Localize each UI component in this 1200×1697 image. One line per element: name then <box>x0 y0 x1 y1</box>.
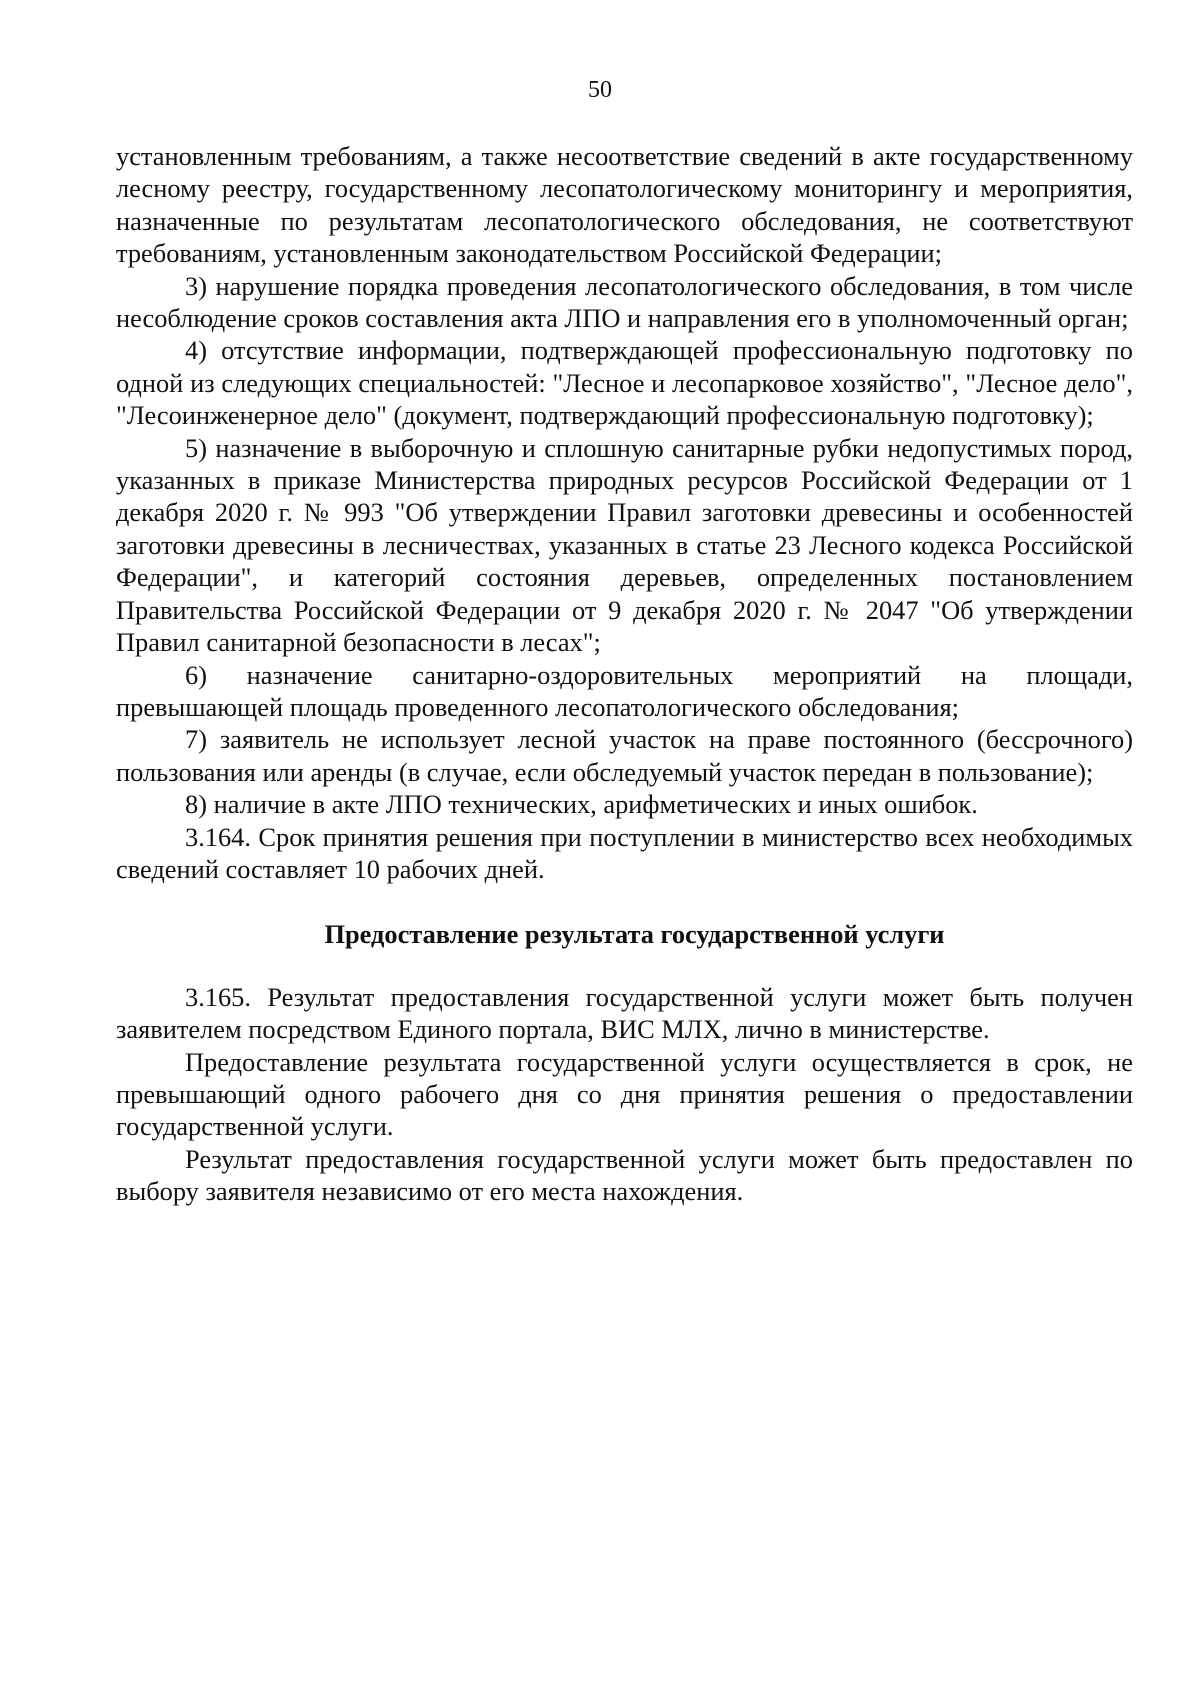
paragraph-item-3: 3) нарушение порядка проведения лесопатологического обследования, в том числе несоблюдение сроков составления акта ЛПО и направления его в уполномоченный орган; <box>116 270 1133 334</box>
paragraph-clause-3-164: 3.164. Срок принятия решения при поступлении в министерство всех необходимых сведений составляет 10 рабочих дней. <box>116 821 1133 884</box>
paragraph-result-location: Результат предоставления государственной услуги может быть предоставлен по выбору заявителя независимо от его места нахождения. <box>116 1143 1133 1207</box>
paragraph-continuation: установленным требованиям, а также несоответствие сведений в акте государственному лесному реестру, государственному лесопатологическому мониторингу и мероприятия, назначенные по результатам лесопатологического обследования, не соответствуют требованиям, установленным законодательством Российской Федерации; <box>116 141 1133 269</box>
paragraph-item-4: 4) отсутствие информации, подтверждающей профессиональную подготовку по одной из следующих специальностей: "Лесное и лесопарковое хозяйство", "Лесное дело", "Лесоинженерное дело" (документ, подтверждающий профессиональную подготовку); <box>116 335 1133 431</box>
paragraph-item-5: 5) назначение в выборочную и сплошную санитарные рубки недопустимых пород, указанных в приказе Министерства природных ресурсов Российской Федерации от 1 декабря 2020 г. № 993 "Об утверждении Правил заготовки древесины и особенностей заготовки древесины в лесничествах, указанных в статье 23 Лесного кодекса Российской Федерации", и категорий состояния деревьев, определенных постановлением Правительства Российской Федерации от 9 декабря 2020 г. № 2047 "Об утверждении Правил санитарной безопасности в лесах"; <box>116 432 1133 658</box>
paragraph-result-term: Предоставление результата государственной услуги осуществляется в срок, не превышающий одного рабочего дня со дня принятия решения о предоставлении государственной услуги. <box>116 1046 1133 1142</box>
page-number: 50 <box>588 77 612 103</box>
paragraph-item-7: 7) заявитель не использует лесной участок на праве постоянного (бессрочного) пользования или аренды (в случае, если обследуемый участок передан в пользование); <box>116 724 1133 787</box>
page-body <box>116 140 1133 1208</box>
paragraph-item-8: 8) наличие в акте ЛПО технических, арифметических и иных ошибок. <box>185 789 978 820</box>
paragraph-clause-3-165: 3.165. Результат предоставления государственной услуги может быть получен заявителем посредством Единого портала, ВИС МЛХ, лично в министерстве. <box>116 981 1133 1045</box>
paragraph-item-6: 6) назначение санитарно-оздоровительных мероприятий на площади, превышающей площадь проведенного лесопатологического обследования; <box>116 659 1133 722</box>
section-heading: Предоставление результата государственной услуги <box>324 919 945 950</box>
